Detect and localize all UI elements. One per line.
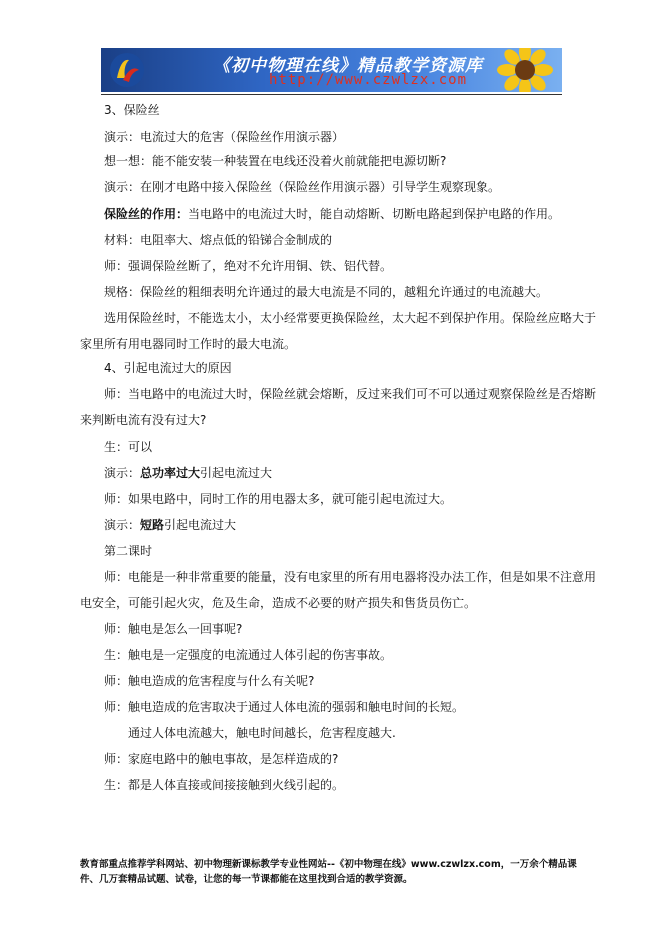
footer-line: 件、几万套精品试题、试卷，让您的每一节课都能在这里找到合适的教学资源。	[80, 874, 413, 885]
footer-line: 教育部重点推荐学科网站、初中物理新课标教学专业性网站--《初中物理在线》www.czwlzx.com，一万余个精品课	[80, 859, 577, 870]
text-line: 演示：短路引起电流过大	[104, 518, 237, 532]
text-line: 师：触电造成的危害取决于通过人体电流的强弱和触电时间的长短。	[104, 700, 465, 714]
text-line: 选用保险丝时，不能选太小，太小经常要更换保险丝，太大起不到保护作用。保险丝应略大于	[104, 311, 597, 325]
bold-term: 短路	[140, 518, 165, 532]
text-line: 第二课时	[104, 544, 153, 558]
page-footer	[80, 857, 585, 887]
text-line: 师：电能是一种非常重要的能量，没有电家里的所有用电器将没办法工作，但是如果不注意用	[104, 570, 597, 584]
text-line: 演示：总功率过大引起电流过大	[104, 466, 273, 480]
section-heading-causes: 4、引起电流过大的原因	[104, 361, 232, 375]
text-line: 来判断电流有没有过大?	[80, 413, 207, 427]
text-line: 家里所有用电器同时工作时的最大电流。	[80, 337, 297, 351]
section-heading-fuse: 3、保险丝	[104, 103, 160, 117]
text-line: 师：如果电路中，同时工作的用电器太多，就可能引起电流过大。	[104, 492, 453, 506]
text-line: 师：触电造成的危害程度与什么有关呢?	[104, 674, 315, 688]
bold-term: 总功率过大	[140, 466, 201, 480]
text-line: 生：触电是一定强度的电流通过人体引起的伤害事故。	[104, 648, 393, 662]
banner-title: 《初中物理在线》精品教学资源库	[213, 56, 483, 76]
header-banner	[101, 48, 562, 92]
text-line: 生：都是人体直接或间接接触到火线引起的。	[104, 778, 345, 792]
text-line: 演示：在刚才电路中接入保险丝（保险丝作用演示器）引导学生观察现象。	[104, 180, 501, 194]
text-line: 保险丝的作用：当电路中的电流过大时，能自动熔断、切断电路起到保护电路的作用。	[104, 207, 561, 221]
text-line: 规格：保险丝的粗细表明允许通过的最大电流是不同的，越粗允许通过的电流越大。	[104, 285, 549, 299]
bold-term: 保险丝的作用：	[104, 207, 189, 221]
text-line: 通过人体电流越大，触电时间越长，危害程度越大.	[128, 726, 396, 740]
text-line: 电安全，可能引起火灾，危及生命，造成不必要的财产损失和售货员伤亡。	[80, 596, 477, 610]
text-line: 师：强调保险丝断了，绝对不允许用铜、铁、铝代替。	[104, 259, 393, 273]
header-rule	[101, 94, 562, 95]
text-line: 师：触电是怎么一回事呢?	[104, 622, 243, 636]
text-line: 师：家庭电路中的触电事故，是怎样造成的?	[104, 752, 339, 766]
text-line: 想一想：能不能安装一种装置在电线还没着火前就能把电源切断?	[104, 154, 447, 168]
text-line: 生：可以	[104, 440, 153, 454]
text-line: 师：当电路中的电流过大时，保险丝就会熔断，反过来我们可不可以通过观察保险丝是否熔断	[104, 387, 597, 401]
banner-url[interactable]: http://www.czwlzx.com	[269, 72, 468, 88]
site-logo-icon	[109, 52, 145, 88]
sunflower-icon	[490, 48, 560, 92]
text-line: 演示：电流过大的危害（保险丝作用演示器）	[104, 130, 345, 144]
text-line: 材料：电阻率大、熔点低的铅锑合金制成的	[104, 233, 333, 247]
